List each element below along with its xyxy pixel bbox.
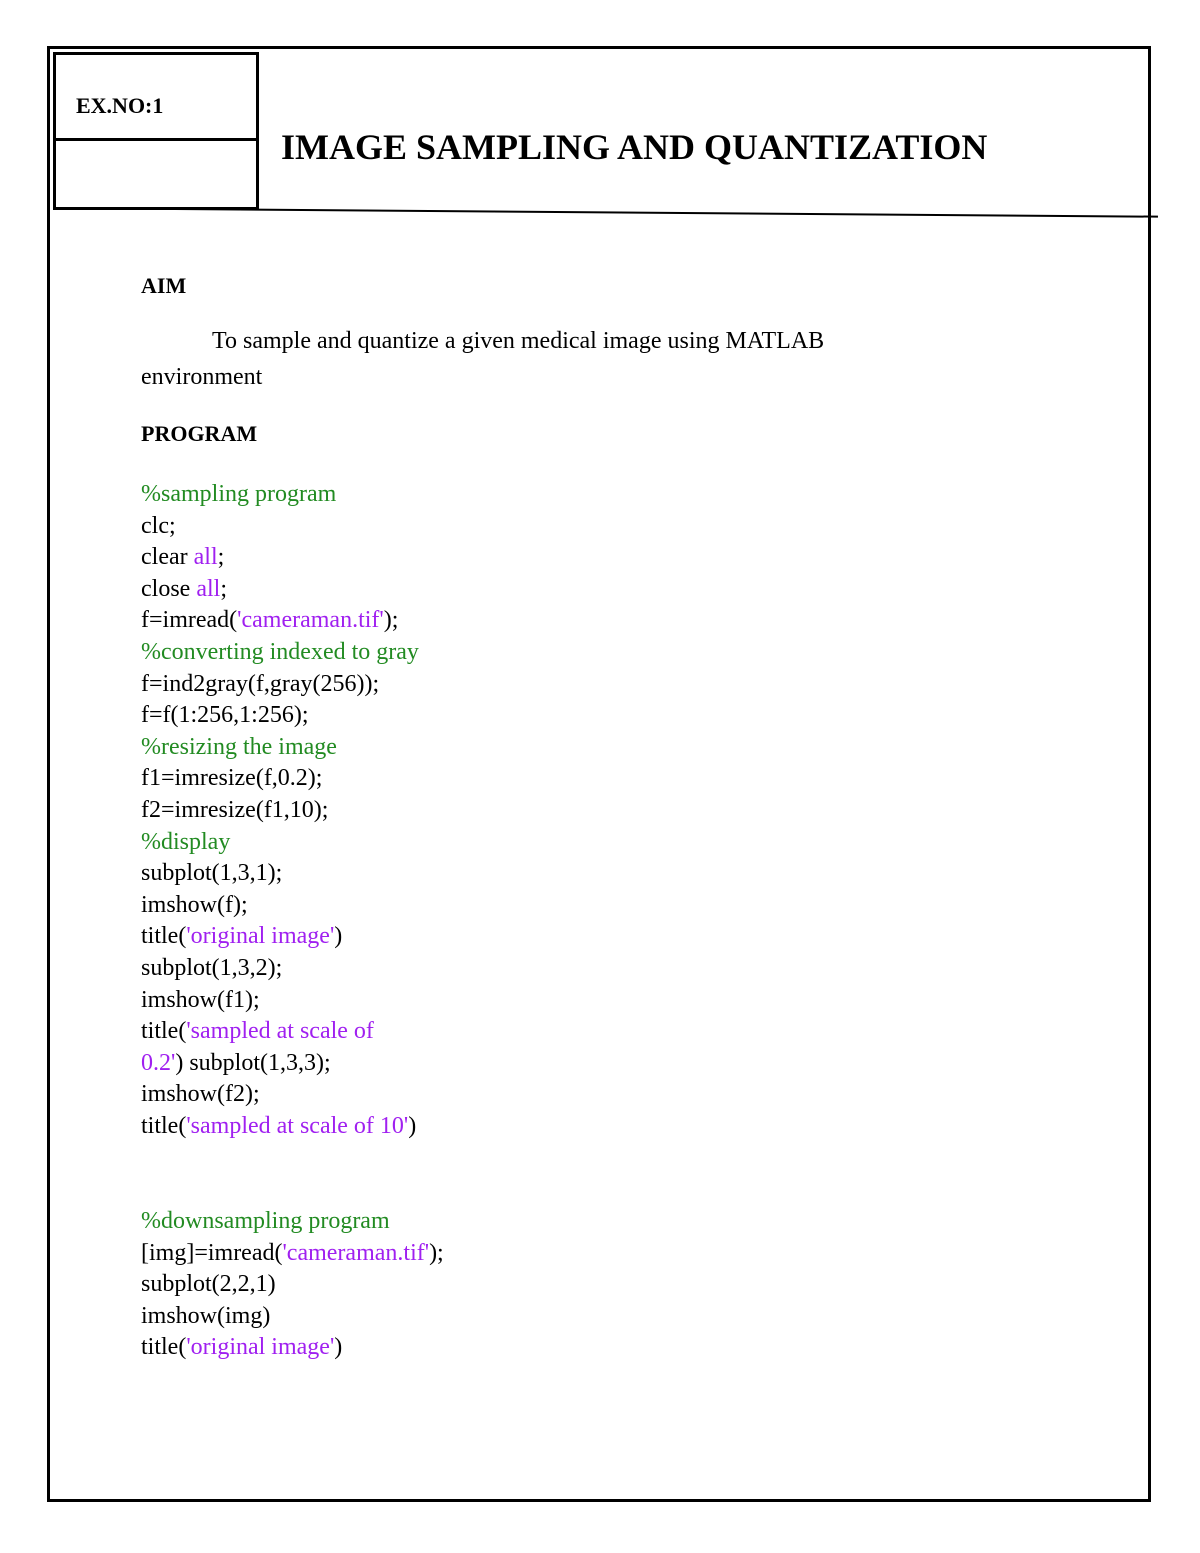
code-comment: %resizing the image xyxy=(141,733,337,760)
code-text: [img]=imread( xyxy=(141,1239,283,1266)
code-line xyxy=(141,1269,444,1301)
code-text: imshow(f2); xyxy=(141,1081,260,1108)
exercise-number: EX.NO:1 xyxy=(76,93,164,118)
code-line xyxy=(141,1079,419,1111)
aim-heading: AIM xyxy=(141,273,187,298)
code-text: title( xyxy=(141,1334,187,1361)
code-line xyxy=(141,1238,444,1270)
code-text: clear xyxy=(141,544,194,571)
code-line xyxy=(141,700,419,732)
code-line xyxy=(141,574,419,606)
code-text: ; xyxy=(220,575,227,602)
code-text: subplot(1,3,1); xyxy=(141,860,283,887)
code-comment: %converting indexed to gray xyxy=(141,638,419,665)
code-comment: %downsampling program xyxy=(141,1208,390,1234)
code-line xyxy=(141,827,419,859)
code-string: 0.2' xyxy=(141,1049,176,1076)
code-text: f2=imresize(f1,10); xyxy=(141,796,329,823)
code-line xyxy=(141,890,419,922)
document-title: IMAGE SAMPLING AND QUANTIZATION xyxy=(281,127,988,167)
code-text: ; xyxy=(217,544,225,571)
code-line xyxy=(141,1111,419,1143)
code-line xyxy=(141,1016,419,1048)
code-string: 'sampled at scale of xyxy=(186,1018,374,1045)
code-text: title( xyxy=(141,1112,187,1139)
code-line xyxy=(141,858,419,890)
code-text: imshow(f1); xyxy=(141,986,260,1013)
code-text: ); xyxy=(429,1239,444,1266)
code-text: imshow(f); xyxy=(141,891,248,918)
code-text: ) xyxy=(334,1334,343,1361)
code-text: ); xyxy=(383,607,399,634)
code-string: 'sampled at scale of 10' xyxy=(186,1112,409,1139)
code-text: f=imread( xyxy=(141,607,238,634)
code-text: imshow(img) xyxy=(141,1302,271,1329)
code-line xyxy=(141,732,419,764)
code-string: 'cameraman.tif' xyxy=(237,607,384,634)
code-line xyxy=(141,637,419,669)
code-text: close xyxy=(141,575,197,602)
code-line xyxy=(141,1332,444,1364)
code-line xyxy=(141,921,419,953)
code-line xyxy=(141,542,419,574)
code-line xyxy=(141,669,419,701)
code-line xyxy=(141,795,419,827)
code-line xyxy=(141,605,419,637)
code-text: ) xyxy=(408,1112,417,1139)
code-string: all xyxy=(193,544,218,571)
code-string: 'original image' xyxy=(186,923,335,950)
code-text: f=ind2gray(f,gray(256)); xyxy=(141,670,380,697)
code-comment: %sampling program xyxy=(141,481,337,507)
code-block-downsampling xyxy=(141,1206,444,1364)
code-block-sampling xyxy=(141,479,419,1142)
code-text: subplot(2,2,1) xyxy=(141,1271,276,1298)
code-line xyxy=(141,953,419,985)
code-text: ) xyxy=(334,923,343,950)
code-text: clc; xyxy=(141,512,176,539)
code-text: subplot(1,3,2); xyxy=(141,954,283,981)
code-string: all xyxy=(196,575,221,602)
aim-text-line-2: environment xyxy=(141,364,263,390)
code-line xyxy=(141,511,419,543)
code-line xyxy=(141,1301,444,1333)
code-string: 'cameraman.tif' xyxy=(282,1239,430,1266)
code-line xyxy=(141,763,419,795)
exercise-box-divider xyxy=(56,138,256,141)
code-line xyxy=(141,985,419,1017)
code-line xyxy=(141,1048,419,1080)
exercise-number-box xyxy=(53,52,259,210)
code-line xyxy=(141,1206,444,1238)
program-heading: PROGRAM xyxy=(141,421,258,446)
code-string: 'original image' xyxy=(186,1334,335,1361)
code-line xyxy=(141,479,419,511)
aim-text-line-1: To sample and quantize a given medical image using MATLAB xyxy=(212,328,825,354)
code-text: f1=imresize(f,0.2); xyxy=(141,765,323,792)
code-text: title( xyxy=(141,923,187,950)
code-text: f=f(1:256,1:256); xyxy=(141,702,309,729)
code-text: title( xyxy=(141,1018,187,1045)
code-text: ) subplot(1,3,3); xyxy=(175,1049,331,1076)
code-comment: %display xyxy=(141,828,231,855)
